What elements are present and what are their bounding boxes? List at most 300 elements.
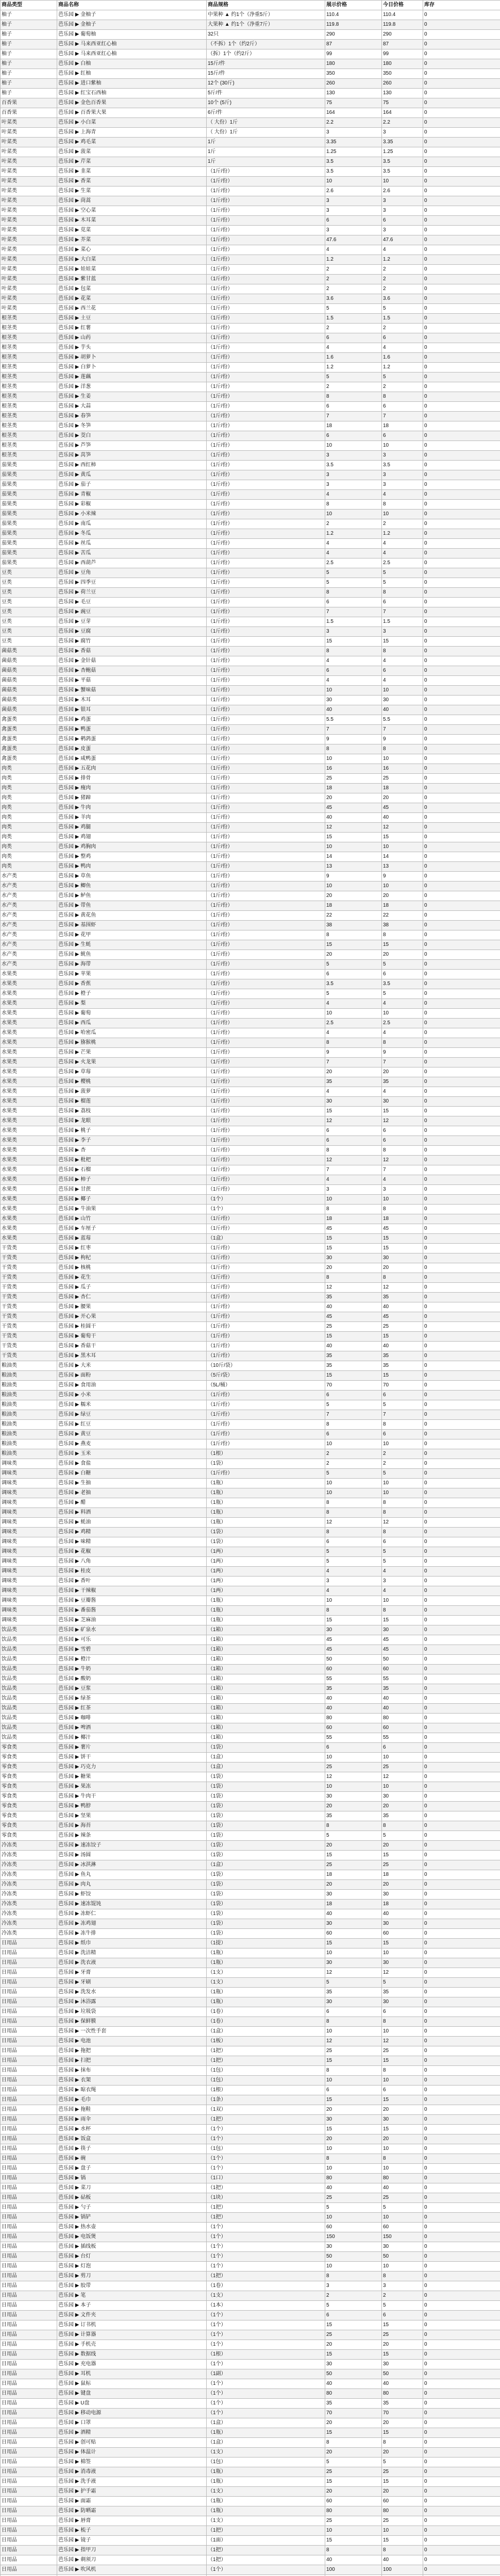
table-row	[1, 588, 500, 598]
cell-product-type: 零食类	[1, 1831, 57, 1841]
table-row	[1, 1126, 500, 1136]
cell-product-type: 粮油类	[1, 1381, 57, 1391]
cell-display-price: 3	[325, 128, 382, 138]
table-row	[1, 1479, 500, 1488]
table-row	[1, 1518, 500, 1528]
cell-display-price: 8	[325, 2017, 382, 2027]
cell-stock: 0	[423, 2516, 500, 2526]
cell-stock: 0	[423, 2193, 500, 2203]
cell-product-spec: （1斤/份）	[207, 196, 325, 206]
table-row	[1, 1107, 500, 1116]
cell-product-name: 芭乐园 ▶ 小米	[57, 1391, 207, 1400]
cell-display-price: 4	[325, 676, 382, 686]
cell-today-price: 10	[382, 1439, 423, 1449]
cell-product-name: 芭乐园 ▶ 吹风机	[57, 2565, 207, 2575]
cell-product-spec: （1瓶）	[207, 1948, 325, 1958]
cell-today-price: 10	[382, 2076, 423, 2086]
table-row	[1, 2311, 500, 2320]
cell-stock: 0	[423, 1557, 500, 1567]
cell-product-type: 水果类	[1, 1038, 57, 1048]
cell-product-name: 芭乐园 ▶ 锅	[57, 2174, 207, 2183]
cell-product-name: 芭乐园 ▶ 洗手液	[57, 2477, 207, 2487]
cell-product-type: 叶菜类	[1, 275, 57, 284]
table-row	[1, 1586, 500, 1596]
cell-product-name: 芭乐园 ▶ 基围虾	[57, 921, 207, 930]
table-row	[1, 2448, 500, 2458]
cell-today-price: 5	[382, 1400, 423, 1410]
cell-display-price: 6	[325, 333, 382, 343]
table-row	[1, 451, 500, 461]
cell-product-spec: （1袋）	[207, 1821, 325, 1831]
cell-display-price: 35	[325, 1684, 382, 1694]
cell-display-price: 40	[325, 1342, 382, 1351]
cell-product-name: 芭乐园 ▶ 冻牛排	[57, 1929, 207, 1939]
cell-product-spec: （1斤/份）	[207, 1312, 325, 1322]
cell-stock: 0	[423, 1126, 500, 1136]
cell-display-price: 10	[325, 177, 382, 187]
table-row	[1, 2350, 500, 2360]
cell-product-type: 调味类	[1, 1508, 57, 1518]
cell-product-spec: （1个）	[207, 2154, 325, 2164]
cell-today-price: 20	[382, 2340, 423, 2350]
cell-product-name: 芭乐园 ▶ 枇杷	[57, 1156, 207, 1165]
cell-product-spec: （1斤/份）	[207, 784, 325, 793]
cell-stock: 0	[423, 2105, 500, 2115]
cell-stock: 0	[423, 2076, 500, 2086]
cell-product-spec: （1斤/份）	[207, 1185, 325, 1195]
cell-today-price: 1.2	[382, 363, 423, 372]
cell-product-spec: （1箱）	[207, 1714, 325, 1723]
cell-product-spec: （1盒）	[207, 1860, 325, 1870]
cell-today-price: 80	[382, 2389, 423, 2399]
cell-stock: 0	[423, 1469, 500, 1479]
cell-product-name: 芭乐园 ▶ 味精	[57, 1537, 207, 1547]
table-row	[1, 1498, 500, 1508]
table-row	[1, 1802, 500, 1811]
cell-stock: 0	[423, 1214, 500, 1224]
cell-product-name: 芭乐园 ▶ 豆瓣酱	[57, 1596, 207, 1606]
cell-product-type: 调味类	[1, 1537, 57, 1547]
cell-today-price: 8	[382, 1498, 423, 1508]
cell-today-price: 164	[382, 108, 423, 118]
cell-display-price: 5	[325, 1469, 382, 1479]
table-row	[1, 1185, 500, 1195]
cell-product-spec: （1袋）	[207, 1909, 325, 1919]
cell-display-price: 6	[325, 598, 382, 607]
cell-display-price: 4	[325, 656, 382, 666]
cell-product-type: 日用品	[1, 2007, 57, 2017]
table-row	[1, 1821, 500, 1831]
cell-today-price: 35	[382, 1077, 423, 1087]
cell-today-price: 2	[382, 519, 423, 529]
cell-today-price: 7	[382, 1410, 423, 1420]
table-row	[1, 470, 500, 480]
cell-product-type: 日用品	[1, 2428, 57, 2438]
table-row	[1, 2428, 500, 2438]
cell-product-type: 根茎类	[1, 363, 57, 372]
cell-product-type: 茄果类	[1, 470, 57, 480]
cell-product-name: 芭乐园 ▶ 白萝卜	[57, 363, 207, 372]
cell-product-spec: （拆）1个（约2斤）	[207, 49, 325, 59]
table-row	[1, 1909, 500, 1919]
cell-product-name: 芭乐园 ▶ 糖果	[57, 1772, 207, 1782]
cell-today-price: 2.2	[382, 118, 423, 128]
cell-today-price: 8	[382, 588, 423, 598]
cell-today-price: 10	[382, 2027, 423, 2037]
cell-display-price: 80	[325, 2506, 382, 2516]
header-product-spec: 商品规格	[207, 1, 325, 10]
cell-today-price: 35	[382, 1361, 423, 1371]
cell-stock: 0	[423, 333, 500, 343]
table-row	[1, 1743, 500, 1753]
cell-today-price: 30	[382, 1625, 423, 1635]
cell-today-price: 9	[382, 872, 423, 882]
table-row	[1, 1146, 500, 1156]
cell-product-type: 水产类	[1, 872, 57, 882]
cell-stock: 0	[423, 617, 500, 627]
cell-product-type: 叶菜类	[1, 128, 57, 138]
table-row	[1, 2477, 500, 2487]
cell-stock: 0	[423, 1273, 500, 1283]
cell-today-price: 20	[382, 793, 423, 803]
cell-product-type: 日用品	[1, 2046, 57, 2056]
table-row	[1, 1087, 500, 1097]
cell-today-price: 15	[382, 2536, 423, 2546]
cell-product-type: 禽蛋类	[1, 715, 57, 725]
cell-product-name: 芭乐园 ▶ 笔	[57, 2291, 207, 2301]
cell-product-name: 芭乐园 ▶ 银耳	[57, 705, 207, 715]
table-row	[1, 2174, 500, 2183]
cell-display-price: 25	[325, 1762, 382, 1772]
cell-display-price: 10	[325, 2262, 382, 2272]
cell-stock: 0	[423, 1302, 500, 1312]
table-row	[1, 2037, 500, 2046]
cell-product-type: 叶菜类	[1, 255, 57, 265]
cell-product-name: 芭乐园 ▶ 西红柿	[57, 461, 207, 470]
cell-today-price: 18	[382, 784, 423, 793]
cell-stock: 0	[423, 2017, 500, 2027]
cell-product-spec: （1个）	[207, 1195, 325, 1205]
cell-stock: 0	[423, 1714, 500, 1723]
cell-product-type: 调味类	[1, 1547, 57, 1557]
cell-product-type: 茄果类	[1, 558, 57, 568]
cell-today-price: 25	[382, 774, 423, 784]
cell-today-price: 2.6	[382, 187, 423, 196]
table-row	[1, 40, 500, 49]
cell-product-spec: （1斤/份）	[207, 989, 325, 999]
cell-product-name: 芭乐园 ▶ 豆芽	[57, 617, 207, 627]
cell-product-type: 水果类	[1, 1116, 57, 1126]
cell-display-price: 35	[325, 1988, 382, 1997]
cell-product-name: 芭乐园 ▶ 冰淇淋	[57, 1860, 207, 1870]
table-row	[1, 1253, 500, 1263]
cell-product-type: 饮品类	[1, 1704, 57, 1714]
table-row	[1, 1156, 500, 1165]
cell-today-price: 8	[382, 1146, 423, 1156]
cell-display-price: 10	[325, 1596, 382, 1606]
cell-stock: 0	[423, 1459, 500, 1469]
cell-stock: 0	[423, 872, 500, 882]
cell-today-price: 5	[382, 2301, 423, 2311]
table-row	[1, 1410, 500, 1420]
cell-today-price: 8	[382, 647, 423, 656]
cell-today-price: 3	[382, 470, 423, 480]
cell-product-name: 芭乐园 ▶ 盘子	[57, 2164, 207, 2174]
table-row	[1, 676, 500, 686]
cell-product-type: 水产类	[1, 930, 57, 940]
cell-display-price: 130	[325, 89, 382, 98]
cell-product-type: 豆类	[1, 637, 57, 647]
table-row	[1, 1205, 500, 1214]
cell-product-type: 日用品	[1, 2438, 57, 2448]
cell-product-type: 柚子	[1, 69, 57, 79]
cell-product-spec: （1斤/份）	[207, 813, 325, 823]
cell-product-spec: （1盒）	[207, 2027, 325, 2037]
cell-product-name: 芭乐园 ▶ 饭盒	[57, 2134, 207, 2144]
cell-stock: 0	[423, 275, 500, 284]
cell-display-price: 30	[325, 1792, 382, 1802]
cell-display-price: 5	[325, 372, 382, 382]
cell-product-name: 芭乐园 ▶ 电饭煲	[57, 2232, 207, 2242]
cell-display-price: 25	[325, 774, 382, 784]
table-row	[1, 1665, 500, 1674]
cell-display-price: 10	[325, 2526, 382, 2536]
cell-today-price: 20	[382, 1841, 423, 1851]
cell-display-price: 3.5	[325, 167, 382, 177]
cell-display-price: 15	[325, 2477, 382, 2487]
cell-product-name: 芭乐园 ▶ 橙子	[57, 989, 207, 999]
cell-today-price: 4	[382, 343, 423, 353]
cell-stock: 0	[423, 10, 500, 20]
cell-stock: 0	[423, 1772, 500, 1782]
cell-today-price: 2	[382, 265, 423, 275]
cell-stock: 0	[423, 842, 500, 852]
cell-product-spec: （1袋）	[207, 1459, 325, 1469]
cell-display-price: 15	[325, 2428, 382, 2438]
cell-product-name: 芭乐园 ▶ 香菇干	[57, 1342, 207, 1351]
cell-today-price: 25	[382, 2467, 423, 2477]
cell-product-spec: 15斤/件	[207, 59, 325, 69]
cell-product-spec: （1两）	[207, 1547, 325, 1557]
cell-today-price: 4	[382, 1175, 423, 1185]
cell-product-spec: （1斤/份）	[207, 735, 325, 744]
cell-display-price: 6	[325, 1430, 382, 1439]
table-row	[1, 1655, 500, 1665]
cell-display-price: 5	[325, 1978, 382, 1988]
cell-product-name: 芭乐园 ▶ 海苔	[57, 1821, 207, 1831]
cell-product-name: 芭乐园 ▶ 创可贴	[57, 2438, 207, 2448]
cell-product-type: 豆类	[1, 598, 57, 607]
cell-product-spec: 5斤/件	[207, 89, 325, 98]
cell-product-name: 芭乐园 ▶ 酒精	[57, 2428, 207, 2438]
cell-product-spec: （1斤/份）	[207, 637, 325, 647]
table-row	[1, 705, 500, 715]
cell-today-price: 180	[382, 59, 423, 69]
cell-today-price: 100	[382, 2565, 423, 2575]
cell-display-price: 2.5	[325, 1019, 382, 1028]
cell-today-price: 5	[382, 1469, 423, 1479]
cell-display-price: 8	[325, 930, 382, 940]
cell-stock: 0	[423, 30, 500, 40]
cell-product-name: 芭乐园 ▶ 牙膏	[57, 1968, 207, 1978]
cell-product-name: 芭乐园 ▶ 豆角	[57, 568, 207, 578]
cell-product-type: 日用品	[1, 2369, 57, 2379]
cell-product-type: 冷冻类	[1, 1900, 57, 1909]
cell-today-price: 8	[382, 2272, 423, 2281]
cell-product-name: 芭乐园 ▶ 体温计	[57, 2448, 207, 2458]
cell-today-price: 4	[382, 490, 423, 500]
cell-stock: 0	[423, 784, 500, 793]
cell-product-spec: （1包）	[207, 2144, 325, 2154]
cell-stock: 0	[423, 1097, 500, 1107]
table-row	[1, 79, 500, 89]
cell-display-price: 45	[325, 1635, 382, 1645]
cell-product-name: 芭乐园 ▶ 蓝莓	[57, 1234, 207, 1244]
cell-today-price: 45	[382, 1224, 423, 1234]
table-row	[1, 2105, 500, 2115]
cell-product-type: 水果类	[1, 1136, 57, 1146]
cell-product-name: 芭乐园 ▶ 手机壳	[57, 2340, 207, 2350]
cell-display-price: 2	[325, 2291, 382, 2301]
table-row	[1, 226, 500, 235]
cell-stock: 0	[423, 1136, 500, 1146]
cell-product-type: 日用品	[1, 2320, 57, 2330]
cell-product-type: 肉类	[1, 774, 57, 784]
cell-today-price: 18	[382, 901, 423, 911]
cell-product-name: 芭乐园 ▶ 果冻	[57, 1782, 207, 1792]
cell-product-name: 芭乐园 ▶ 咖啡	[57, 1714, 207, 1723]
cell-product-type: 日用品	[1, 2506, 57, 2516]
cell-display-price: 20	[325, 891, 382, 901]
cell-stock: 0	[423, 539, 500, 549]
cell-product-spec: （1瓶）	[207, 1616, 325, 1625]
cell-stock: 0	[423, 2497, 500, 2506]
cell-product-spec: （1袋）	[207, 1870, 325, 1880]
cell-display-price: 6	[325, 2007, 382, 2017]
cell-today-price: 40	[382, 1342, 423, 1351]
cell-product-type: 日用品	[1, 1948, 57, 1958]
cell-display-price: 50	[325, 1655, 382, 1665]
cell-stock: 0	[423, 2144, 500, 2154]
cell-display-price: 35	[325, 1293, 382, 1302]
cell-product-name: 芭乐园 ▶ 青椒	[57, 490, 207, 500]
cell-product-type: 冷冻类	[1, 1860, 57, 1870]
cell-today-price: 2	[382, 1449, 423, 1459]
cell-product-spec: （1斤/份）	[207, 588, 325, 598]
table-row	[1, 1900, 500, 1909]
cell-display-price: 35	[325, 1361, 382, 1371]
cell-today-price: 4	[382, 1567, 423, 1577]
cell-today-price: 6	[382, 2086, 423, 2095]
cell-today-price: 1.2	[382, 255, 423, 265]
cell-stock: 0	[423, 1410, 500, 1420]
cell-product-name: 芭乐园 ▶ 衣架	[57, 2076, 207, 2086]
cell-product-type: 菌菇类	[1, 656, 57, 666]
cell-product-type: 干货类	[1, 1253, 57, 1263]
cell-today-price: 8	[382, 1821, 423, 1831]
cell-product-type: 禽蛋类	[1, 725, 57, 735]
cell-product-spec: （1斤/份）	[207, 705, 325, 715]
cell-display-price: 7	[325, 725, 382, 735]
cell-product-spec: （1瓶）	[207, 1997, 325, 2007]
cell-product-name: 芭乐园 ▶ 豌豆	[57, 607, 207, 617]
cell-display-price: 5	[325, 1557, 382, 1567]
cell-stock: 0	[423, 1253, 500, 1263]
cell-product-spec: （1个）	[207, 2330, 325, 2340]
cell-display-price: 30	[325, 1919, 382, 1929]
cell-product-type: 叶菜类	[1, 187, 57, 196]
cell-today-price: 3.5	[382, 979, 423, 989]
cell-product-spec: （1盒）	[207, 2438, 325, 2448]
cell-product-name: 芭乐园 ▶ 芝麻油	[57, 1616, 207, 1625]
cell-stock: 0	[423, 2546, 500, 2555]
cell-product-type: 粮油类	[1, 1400, 57, 1410]
header-product-type: 商品类型	[1, 1, 57, 10]
cell-product-spec: （1斤/份）	[207, 539, 325, 549]
cell-today-price: 10	[382, 1479, 423, 1488]
cell-today-price: 35	[382, 2399, 423, 2409]
cell-today-price: 8	[382, 1420, 423, 1430]
table-row	[1, 187, 500, 196]
table-row	[1, 1606, 500, 1616]
cell-today-price: 290	[382, 30, 423, 40]
cell-today-price: 8	[382, 1606, 423, 1616]
cell-product-spec: （1斤/份）	[207, 970, 325, 979]
cell-display-price: 6	[325, 402, 382, 412]
cell-product-type: 零食类	[1, 1821, 57, 1831]
cell-product-name: 芭乐园 ▶ 牛肉	[57, 803, 207, 813]
cell-product-spec: （1两）	[207, 1567, 325, 1577]
cell-display-price: 35	[325, 1811, 382, 1821]
cell-product-name: 芭乐园 ▶ 镜子	[57, 2536, 207, 2546]
table-row	[1, 255, 500, 265]
cell-today-price: 5	[382, 1978, 423, 1988]
cell-display-price: 290	[325, 30, 382, 40]
cell-stock: 0	[423, 793, 500, 803]
cell-product-name: 芭乐园 ▶ 指甲刀	[57, 2546, 207, 2555]
cell-display-price: 14	[325, 852, 382, 862]
cell-display-price: 18	[325, 421, 382, 431]
cell-display-price: 15	[325, 2095, 382, 2105]
table-row	[1, 1214, 500, 1224]
cell-stock: 0	[423, 1351, 500, 1361]
table-row	[1, 2232, 500, 2242]
cell-display-price: 7	[325, 412, 382, 421]
cell-display-price: 45	[325, 1312, 382, 1322]
cell-stock: 0	[423, 1322, 500, 1332]
cell-today-price: 110.4	[382, 10, 423, 20]
cell-stock: 0	[423, 2555, 500, 2565]
cell-product-type: 零食类	[1, 1762, 57, 1772]
cell-stock: 0	[423, 578, 500, 588]
cell-display-price: 100	[325, 2565, 382, 2575]
table-row	[1, 647, 500, 656]
cell-stock: 0	[423, 1635, 500, 1645]
table-row	[1, 2203, 500, 2213]
cell-product-name: 芭乐园 ▶ 榴莲	[57, 1097, 207, 1107]
cell-stock: 0	[423, 1586, 500, 1596]
cell-product-spec: （1个）	[207, 2565, 325, 2575]
cell-product-spec: （1斤/份）	[207, 999, 325, 1009]
cell-stock: 0	[423, 98, 500, 108]
cell-stock: 0	[423, 1077, 500, 1087]
cell-product-spec: （1斤/份）	[207, 803, 325, 813]
cell-display-price: 12	[325, 1518, 382, 1528]
cell-product-name: 芭乐园 ▶ 鸡翅	[57, 833, 207, 842]
cell-today-price: 10	[382, 1488, 423, 1498]
cell-product-type: 根茎类	[1, 441, 57, 451]
cell-product-type: 菌菇类	[1, 666, 57, 676]
